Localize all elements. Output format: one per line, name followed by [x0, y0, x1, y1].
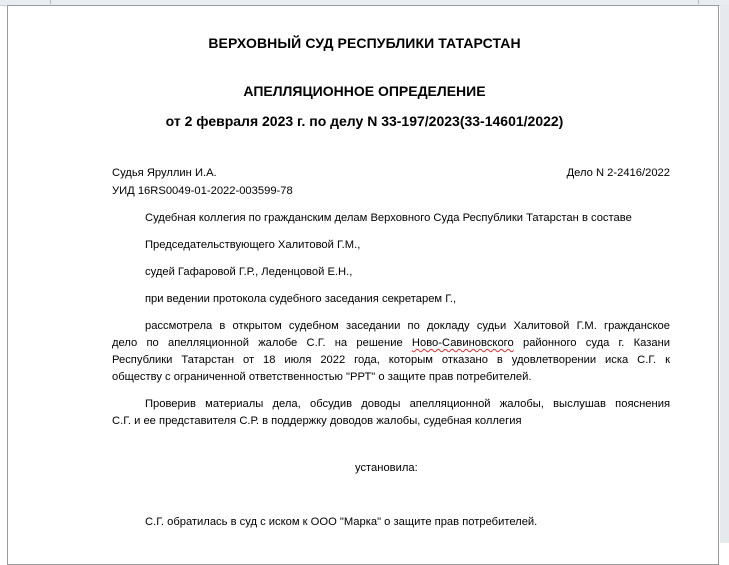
paragraph-secretary: при ведении протокола судебного заседания секретарем Г.,: [145, 293, 457, 305]
paragraph-considered-line2: дело по апелляционной жалобе С.Г. на решение Ново-Савиновского районного суда г. Казани: [112, 337, 671, 349]
uid-line: УИД 16RS0049-01-2022-003599-78: [112, 185, 293, 197]
spellcheck-word[interactable]: Ново-Савиновского: [411, 337, 514, 349]
ruler-tick: [698, 0, 699, 4]
paragraph-considered-line3: Республики Татарстан от 18 июля 2022 года, которым отказано в удовлетворении иска С.Г. к: [112, 354, 670, 366]
document-date-case: от 2 февраля 2023 г. по делу N 33-197/2023(33-14601/2022): [165, 113, 564, 129]
paragraph-claim: С.Г. обратилась в суд с иском к ООО "Марка" о защите прав потребителей.: [145, 516, 538, 528]
court-title: ВЕРХОВНЫЙ СУД РЕСПУБЛИКИ ТАТАРСТАН: [208, 35, 521, 51]
judge-name: Судья Яруллин И.А.: [112, 167, 217, 179]
paragraph-considered-line4: обществу с ограниченной ответственностью "РРТ" о защите прав потребителей.: [112, 371, 532, 383]
resolved-heading: установила:: [355, 462, 418, 474]
paragraph-collegium: Судебная коллегия по гражданским делам Верховного Суда Республики Татарстан в составе: [145, 212, 632, 224]
paragraph-checked-line2: С.Г. и ее представителя С.Р. в поддержку доводов жалобы, судебная коллегия: [112, 415, 522, 427]
paragraph-considered-line1: рассмотрела в открытом судебном заседании по докладу судьи Халитовой Г.М. гражданское: [145, 320, 670, 332]
ruler-tick: [50, 0, 51, 4]
paragraph-presiding: Председательствующего Халитовой Г.М.,: [145, 239, 361, 251]
case-number: Дело N 2-2416/2022: [566, 167, 670, 179]
paragraph-checked-line1: Проверив материалы дела, обсудив доводы апелляционной жалобы, выслушав пояснения: [145, 398, 670, 410]
document-type: АПЕЛЛЯЦИОННОЕ ОПРЕДЕЛЕНИЕ: [243, 83, 486, 99]
paragraph-judges: судей Гафаровой Г.Р., Леденцовой Е.Н.,: [145, 266, 353, 278]
